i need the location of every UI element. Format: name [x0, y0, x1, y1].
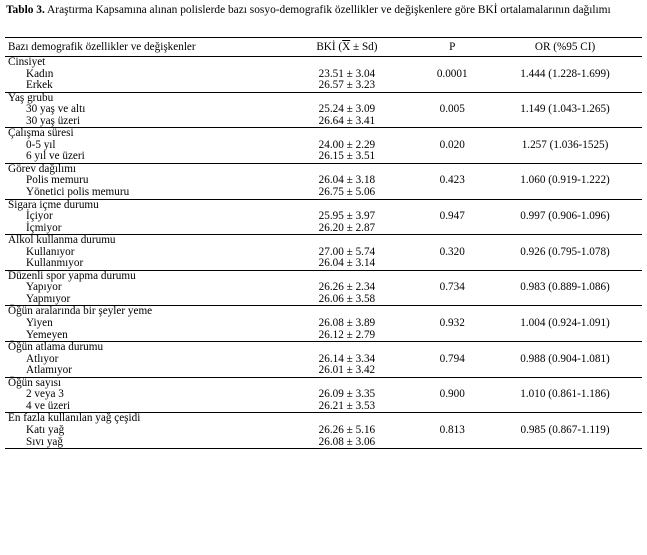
or-value: 0.926 (0.795-1.078) [520, 245, 610, 258]
table-row [5, 365, 642, 377]
bmi-value: 26.20 ± 2.87 [318, 221, 376, 234]
p-value: 0.900 [439, 388, 465, 401]
table-row [5, 401, 642, 413]
table-row [5, 330, 642, 342]
empty-cell [416, 187, 488, 199]
row-label: Sıvı yağ [5, 437, 278, 449]
bmi-value: 26.14 ± 3.34 [318, 352, 376, 365]
bmi-value: 23.51 ± 3.04 [318, 67, 376, 80]
bmi-value: 26.08 ± 3.06 [278, 437, 417, 449]
bmi-value: 26.15 ± 3.51 [318, 150, 376, 163]
bmi-value: 26.21 ± 3.53 [318, 399, 376, 412]
empty-cell [488, 235, 642, 247]
row-label: Kullanmıyor [26, 257, 84, 270]
empty-cell [416, 342, 488, 354]
row-label: 0-5 yıl [26, 138, 56, 151]
table-row [5, 116, 642, 128]
row-label: Katı yağ [26, 423, 65, 436]
empty-cell [278, 235, 417, 247]
group-title: Görev dağılımı [5, 163, 278, 175]
empty-cell [416, 258, 488, 270]
row-label: Atlıyor [26, 352, 59, 365]
row-label: İçmiyor [26, 221, 62, 234]
empty-cell [488, 116, 642, 128]
group-title-row [5, 235, 642, 247]
row-label: Polis memuru [26, 174, 89, 187]
p-value: 0.794 [439, 352, 465, 365]
table-row [5, 211, 642, 223]
p-value: 0.947 [439, 210, 465, 223]
empty-cell [488, 80, 642, 92]
empty-cell [416, 401, 488, 413]
group-title: Alkol kullanma durumu [5, 235, 278, 247]
empty-cell [488, 401, 642, 413]
or-value: 1.257 (1.036-1525) [521, 138, 609, 151]
group-title: Cinsiyet [5, 57, 278, 69]
row-label: 30 yaş ve altı [26, 103, 86, 116]
bmi-value: 26.26 ± 5.16 [318, 423, 376, 436]
p-value: 0.423 [439, 174, 465, 187]
empty-cell [278, 342, 417, 354]
empty-cell [488, 342, 642, 354]
group-title: Düzenli spor yapma durumu [5, 270, 278, 282]
group-title: Çalışma süresi [5, 128, 278, 140]
bmi-value: 26.57 ± 3.23 [318, 79, 376, 92]
p-value: 0.813 [439, 423, 465, 436]
bmi-value: 26.08 ± 3.89 [318, 317, 376, 330]
p-value: 0.320 [439, 245, 465, 258]
bmi-value: 25.95 ± 3.97 [318, 210, 376, 223]
bmi-value: 27.00 ± 5.74 [318, 245, 376, 258]
row-label: Yemeyen [26, 328, 68, 341]
table-row [5, 294, 642, 306]
group-title: En fazla kullanılan yağ çeşidi [5, 413, 278, 425]
or-value: 1.444 (1.228-1.699) [520, 67, 610, 80]
row-label: 30 yaş üzeri [26, 114, 81, 127]
table-row [5, 425, 642, 437]
p-value: 0.020 [439, 138, 465, 151]
table-row [5, 223, 642, 235]
or-value: 1.010 (0.861-1.186) [520, 388, 610, 401]
bmi-value: 26.26 ± 2.34 [318, 281, 376, 294]
empty-cell [488, 294, 642, 306]
header-variable: Bazı demografik özellikler ve değişkenler [5, 38, 278, 57]
row-label: Yönetici polis memuru [26, 186, 130, 199]
caption-label: Tablo 3. [6, 4, 45, 16]
row-label: İçiyor [26, 210, 53, 223]
header-bmi-suffix: ± Sd) [350, 41, 378, 53]
p-value: 0.734 [439, 281, 465, 294]
or-value: 1.004 (0.924-1.091) [520, 317, 610, 330]
or-value: 1.149 (1.043-1.265) [520, 103, 610, 116]
header-row [5, 38, 642, 57]
bmi-value: 26.04 ± 3.14 [318, 257, 376, 270]
header-bmi-prefix: BKİ ( [316, 41, 343, 53]
table-row [5, 104, 642, 116]
empty-cell [488, 437, 642, 449]
p-value: 0.005 [439, 103, 465, 116]
empty-cell [416, 365, 488, 377]
empty-cell [416, 437, 488, 449]
group-title-row [5, 57, 642, 69]
bmi-value: 25.24 ± 3.09 [318, 103, 376, 116]
table-row [5, 187, 642, 199]
group-title: Öğün aralarında bir şeyler yeme [5, 306, 278, 318]
table-body [5, 57, 642, 449]
bmi-value: 26.04 ± 3.18 [318, 174, 376, 187]
bmi-value: 26.12 ± 2.79 [318, 328, 376, 341]
bmi-value: 26.75 ± 5.06 [318, 186, 376, 199]
empty-cell [488, 223, 642, 235]
bmi-table [5, 37, 642, 449]
or-value: 0.983 (0.889-1.086) [520, 281, 610, 294]
row-label: Kullanıyor [26, 245, 75, 258]
table-row [5, 151, 642, 163]
or-value: 1.060 (0.919-1.222) [520, 174, 610, 187]
header-bmi [278, 38, 417, 57]
empty-cell [416, 57, 488, 69]
row-label: Erkek [26, 79, 53, 92]
empty-cell [416, 235, 488, 247]
bmi-value: 24.00 ± 2.29 [318, 138, 376, 151]
header-p: P [416, 38, 488, 57]
empty-cell [488, 57, 642, 69]
bmi-value: 26.01 ± 3.42 [318, 364, 376, 377]
empty-cell [416, 330, 488, 342]
header-bmi-mean-symbol: $\overline{X}$ [342, 41, 351, 53]
row-label: Yiyen [26, 317, 53, 330]
row-label: 4 ve üzeri [26, 399, 71, 412]
empty-cell [416, 80, 488, 92]
row-label: Atlamıyor [26, 364, 72, 377]
empty-cell [278, 57, 417, 69]
or-value: 0.997 (0.906-1.096) [520, 210, 610, 223]
row-label: Yapıyor [26, 281, 62, 294]
empty-cell [488, 258, 642, 270]
p-value: 0.932 [439, 317, 465, 330]
empty-cell [488, 330, 642, 342]
group-title-row [5, 342, 642, 354]
table-row [5, 318, 642, 330]
empty-cell [488, 151, 642, 163]
group-title: Öğün atlama durumu [5, 342, 278, 354]
or-value: 0.985 (0.867-1.119) [520, 423, 610, 436]
empty-cell [416, 151, 488, 163]
bmi-value: 26.06 ± 3.58 [318, 292, 376, 305]
caption-text: Araştırma Kapsamına alınan polislerde bazı sosyo-demografik özellikler ve değişkenlere göre BKİ ortalamalarının dağılımı [44, 4, 611, 16]
or-value: 0.988 (0.904-1.081) [520, 352, 610, 365]
empty-cell [488, 365, 642, 377]
table-row [5, 437, 642, 449]
row-label: Kadın [26, 67, 54, 80]
table-row [5, 80, 642, 92]
bmi-value: 26.09 ± 3.35 [318, 388, 376, 401]
empty-cell [488, 187, 642, 199]
table-caption [6, 2, 642, 18]
empty-cell [416, 223, 488, 235]
header-or: OR (%95 CI) [488, 38, 642, 57]
group-title: Öğün sayısı [5, 377, 278, 389]
row-label: 2 veya 3 [26, 388, 64, 401]
row-label: Yapmıyor [26, 292, 71, 305]
empty-cell [416, 116, 488, 128]
bmi-value: 26.64 ± 3.41 [318, 114, 376, 127]
p-value: 0.0001 [436, 67, 468, 80]
empty-cell [416, 294, 488, 306]
group-title: Sigara içme durumu [5, 199, 278, 211]
table-row [5, 258, 642, 270]
group-title: Yaş grubu [5, 92, 278, 104]
row-label: 6 yıl ve üzeri [26, 150, 85, 163]
